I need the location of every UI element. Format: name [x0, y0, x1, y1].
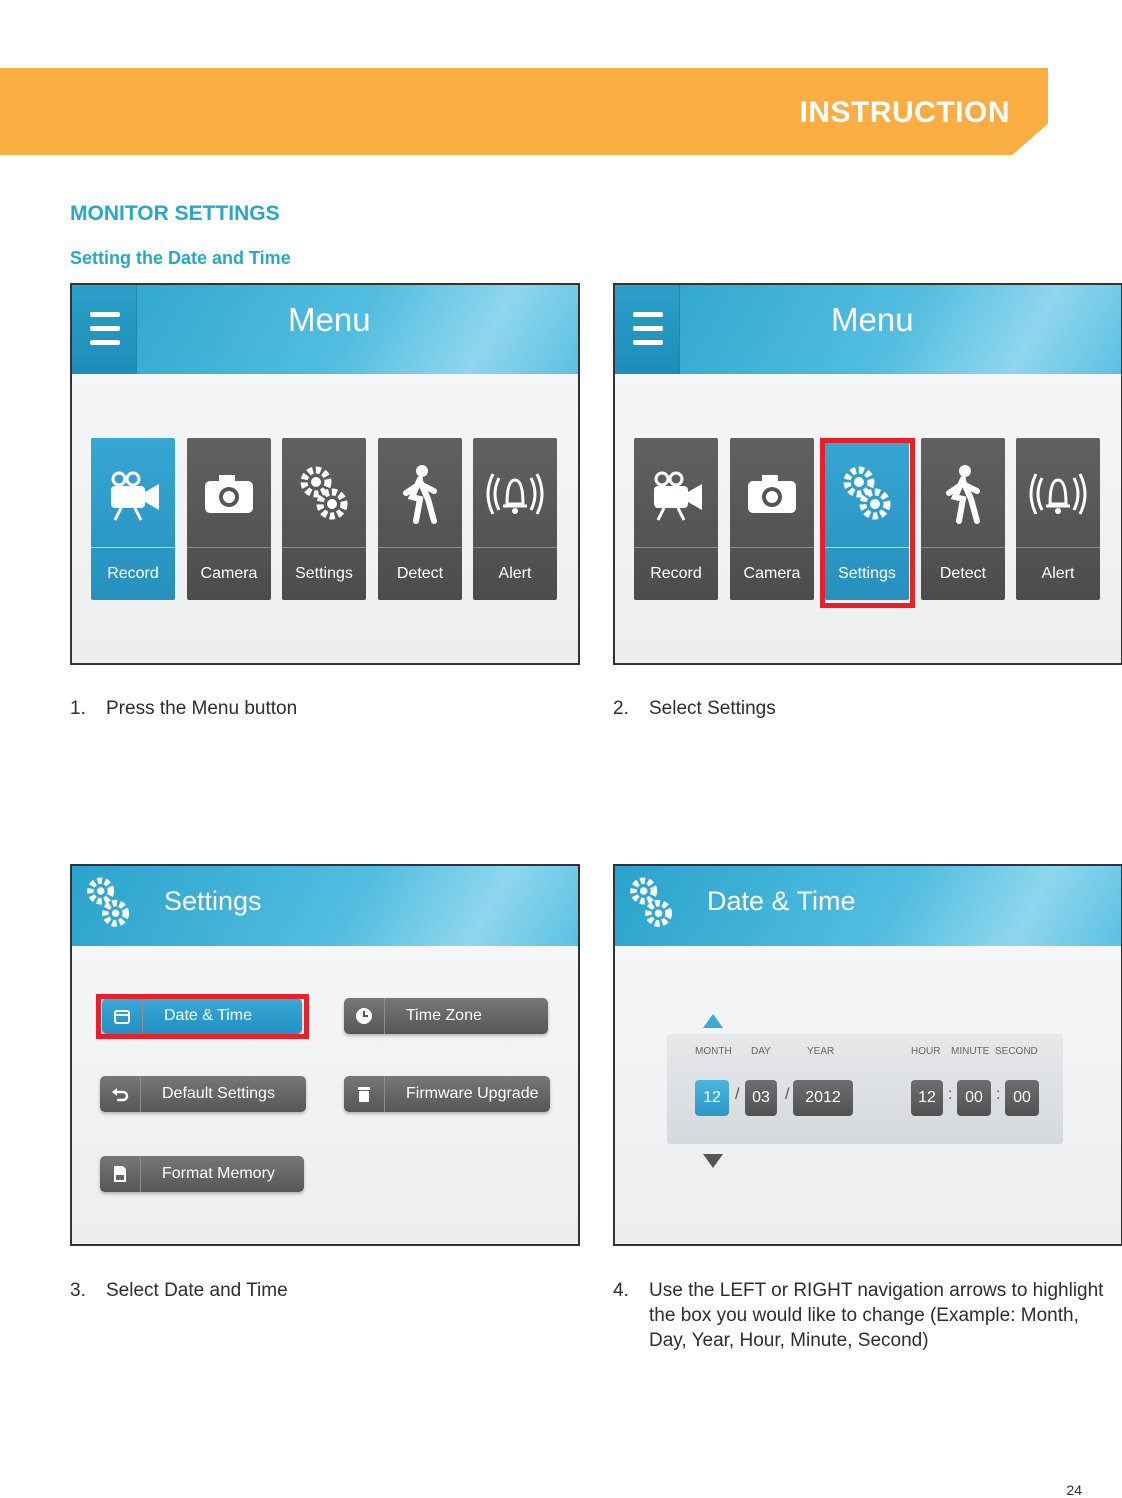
- date-time-screenshot: [613, 864, 1122, 1246]
- camera-icon: [187, 460, 271, 528]
- walking-person-icon: [921, 460, 1005, 528]
- default-settings-button[interactable]: Default Settings: [100, 1076, 306, 1112]
- page-number: 24: [1066, 1482, 1082, 1498]
- label-day: DAY: [751, 1046, 771, 1057]
- walking-person-icon: [378, 460, 462, 528]
- firmware-upgrade-button[interactable]: Firmware Upgrade: [344, 1076, 550, 1112]
- screen-title: Menu: [831, 301, 914, 338]
- trash-icon: [344, 1076, 385, 1112]
- up-arrow-icon[interactable]: [703, 1014, 723, 1028]
- tile-record[interactable]: [634, 438, 718, 600]
- year-box[interactable]: 2012: [793, 1080, 853, 1116]
- tile-detect[interactable]: [921, 438, 1005, 600]
- gears-icon: [627, 872, 679, 941]
- tile-label: Alert: [1016, 547, 1100, 600]
- gears-icon: [282, 460, 366, 528]
- undo-icon: [100, 1076, 141, 1112]
- screen-title: Date & Time: [707, 886, 856, 916]
- tile-label: Detect: [921, 547, 1005, 600]
- menu-button[interactable]: [72, 285, 137, 374]
- video-camera-icon: [634, 460, 718, 528]
- tile-settings[interactable]: [282, 438, 366, 600]
- clock-icon: [344, 998, 385, 1034]
- hour-box[interactable]: 12: [911, 1080, 943, 1116]
- highlight-box: [96, 994, 309, 1039]
- tile-label: Camera: [730, 547, 814, 600]
- tile-label: Alert: [473, 547, 557, 600]
- time-separator: :: [948, 1086, 953, 1103]
- screen-header: [615, 285, 1121, 374]
- settings-screenshot: [70, 864, 580, 1246]
- date-time-button[interactable]: Date & Time: [102, 998, 302, 1034]
- gears-icon: [84, 872, 136, 941]
- screen-header: [72, 866, 578, 946]
- label-hour: HOUR: [911, 1046, 941, 1057]
- second-box[interactable]: 00: [1005, 1080, 1039, 1116]
- date-time-panel: [667, 1034, 1063, 1144]
- tile-camera[interactable]: [730, 438, 814, 600]
- label-second: SECOND: [995, 1046, 1038, 1057]
- banner-title: INSTRUCTION: [799, 96, 1010, 129]
- screen-header: [72, 285, 578, 374]
- minute-box[interactable]: 00: [957, 1080, 991, 1116]
- day-box[interactable]: 03: [745, 1080, 777, 1116]
- format-memory-button[interactable]: Format Memory: [100, 1156, 304, 1192]
- bell-icon: [473, 460, 557, 528]
- section-title: MONITOR SETTINGS: [70, 202, 280, 225]
- tile-label: Camera: [187, 547, 271, 600]
- tile-alert[interactable]: [1016, 438, 1100, 600]
- tile-label: Record: [91, 547, 175, 600]
- camera-icon: [730, 460, 814, 528]
- tile-record[interactable]: [91, 438, 175, 600]
- bell-icon: [1016, 460, 1100, 528]
- menu-button[interactable]: [615, 285, 680, 374]
- video-camera-icon: [91, 460, 175, 528]
- menu-settings-screenshot: [613, 283, 1122, 665]
- tile-detect[interactable]: [378, 438, 462, 600]
- time-zone-button[interactable]: Time Zone: [344, 998, 548, 1034]
- menu-screenshot: [70, 283, 580, 665]
- tile-alert[interactable]: [473, 438, 557, 600]
- tile-label: Settings: [825, 547, 909, 600]
- section-subtitle: Setting the Date and Time: [70, 248, 291, 268]
- label-minute: MINUTE: [951, 1046, 990, 1057]
- screen-title: Menu: [288, 301, 371, 338]
- tile-camera[interactable]: [187, 438, 271, 600]
- screen-header: [615, 866, 1121, 946]
- date-separator: /: [785, 1086, 790, 1103]
- down-arrow-icon[interactable]: [703, 1154, 723, 1168]
- date-separator: /: [735, 1086, 740, 1103]
- label-year: YEAR: [807, 1046, 835, 1057]
- memory-card-icon: [100, 1156, 141, 1192]
- highlight-box: [820, 438, 915, 608]
- time-separator: :: [996, 1086, 1001, 1103]
- tile-label: Detect: [378, 547, 462, 600]
- screen-title: Settings: [164, 886, 262, 916]
- tile-label: Record: [634, 547, 718, 600]
- month-box[interactable]: 12: [695, 1080, 729, 1116]
- label-month: MONTH: [695, 1046, 732, 1057]
- tile-label: Settings: [282, 547, 366, 600]
